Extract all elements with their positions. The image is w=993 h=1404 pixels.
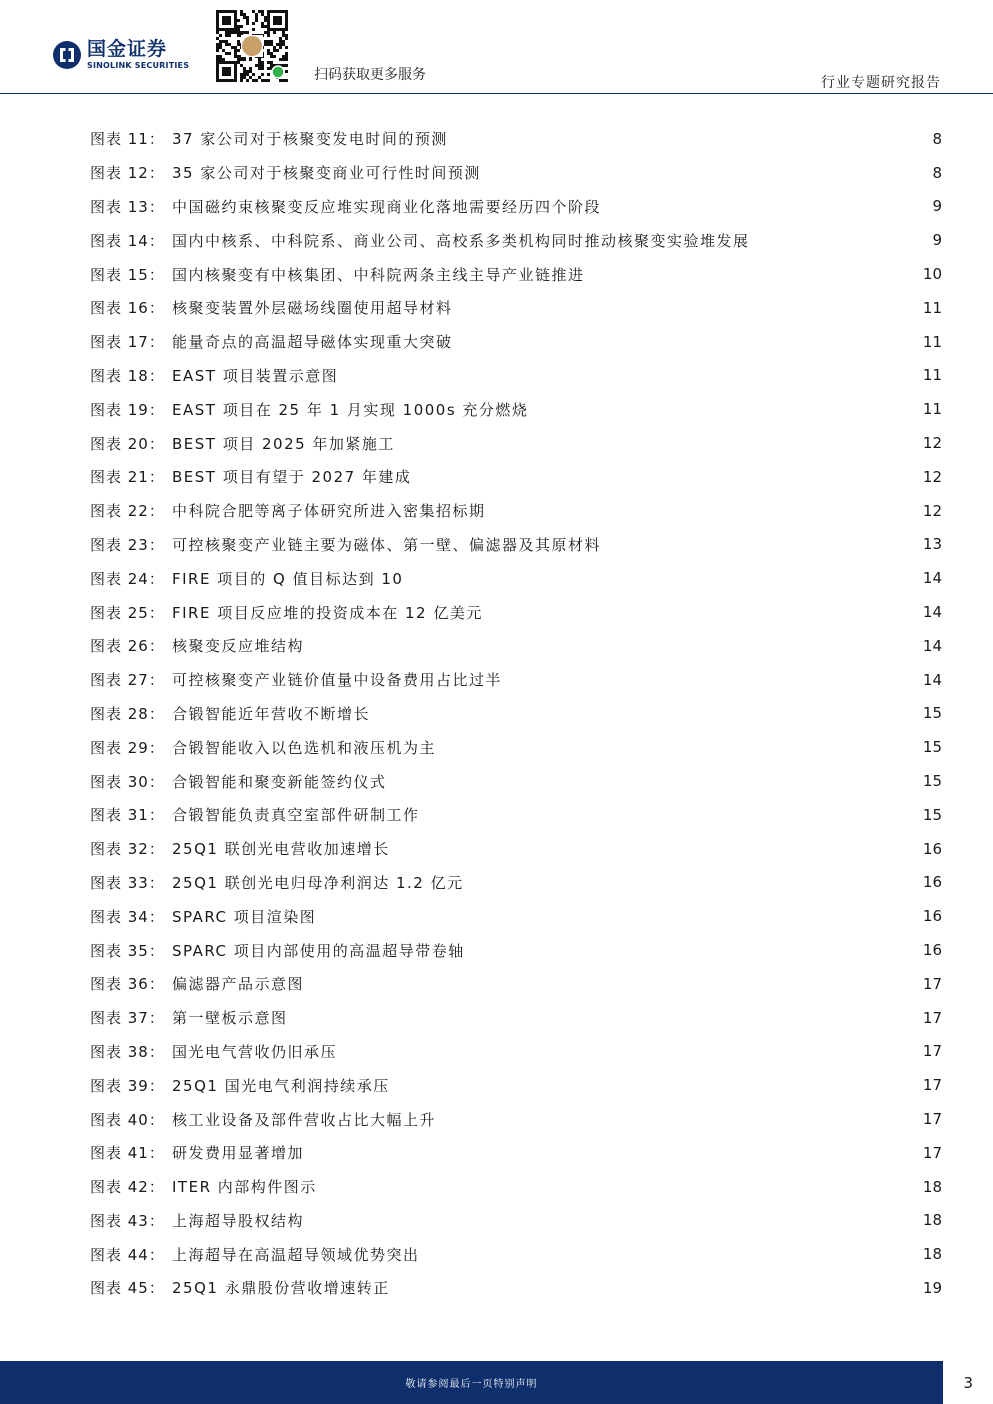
toc-entry[interactable] (90, 899, 942, 933)
toc-entry-page: 18 (922, 1177, 942, 1196)
toc-entry-page: 17 (922, 1143, 942, 1162)
disclaimer-note: 敬请参阅最后一页特别声明 (405, 1379, 538, 1390)
toc-entry-label: 图表 33： (90, 873, 165, 892)
company-logo (52, 40, 189, 70)
toc-entry[interactable] (90, 561, 942, 595)
toc-entry-page: 14 (922, 603, 942, 622)
toc-entry[interactable] (90, 1102, 942, 1136)
toc-dot-leader (457, 333, 918, 351)
toc-entry-title: 25Q1 联创光电归母净利润达 1.2 亿元 (172, 873, 464, 892)
toc-dot-leader (754, 231, 918, 249)
scan-prompt: 扫码获取更多服务 (314, 67, 426, 83)
toc-entry-title: 国内中核系、中科院系、商业公司、高校系多类机构同时推动核聚变实验堆发展 (172, 231, 750, 250)
toc-entry[interactable] (90, 257, 942, 291)
toc-entry[interactable] (90, 392, 942, 426)
toc-entry[interactable] (90, 967, 942, 1001)
toc-dot-leader (506, 671, 918, 689)
toc-entry-title: BEST 项目有望于 2027 年建成 (172, 468, 412, 487)
toc-entry-label: 图表 23： (90, 535, 165, 554)
toc-entry-label: 图表 36： (90, 975, 165, 994)
toc-entry-page: 18 (922, 1245, 942, 1264)
toc-dot-leader (308, 1144, 918, 1162)
toc-entry-page: 17 (922, 1076, 942, 1095)
toc-entry-label: 图表 27： (90, 671, 165, 690)
page-number: 3 (963, 1374, 973, 1392)
toc-entry-page: 13 (922, 535, 942, 554)
toc-entry-label: 图表 39： (90, 1076, 165, 1095)
toc-dot-leader (391, 772, 918, 790)
toc-entry-label: 图表 41： (90, 1144, 165, 1163)
toc-entry[interactable] (90, 798, 942, 832)
toc-entry-page: 17 (922, 1110, 942, 1128)
toc-entry-title: FIRE 项目反应堆的投资成本在 12 亿美元 (172, 603, 483, 622)
toc-entry-label: 图表 30： (90, 772, 165, 791)
toc-dot-leader (532, 400, 918, 418)
toc-entry[interactable] (90, 933, 942, 967)
toc-entry[interactable] (90, 1136, 942, 1170)
toc-entry-page: 19 (922, 1278, 942, 1297)
toc-entry-page: 8 (932, 129, 942, 148)
toc-dot-leader (424, 806, 918, 824)
toc-entry-label: 图表 31： (90, 806, 165, 825)
toc-entry-page: 16 (922, 873, 942, 892)
toc-entry-title: 核聚变装置外层磁场线圈使用超导材料 (172, 299, 453, 318)
toc-entry-title: 核工业设备及部件营收占比大幅上升 (172, 1110, 437, 1129)
toc-entry[interactable] (90, 1204, 942, 1238)
toc-dot-leader (452, 130, 918, 148)
toc-entry-label: 图表 14： (90, 231, 165, 250)
toc-entry-page: 9 (932, 197, 942, 216)
toc-entry-title: 合锻智能负责真空室部件研制工作 (172, 806, 420, 825)
toc-entry[interactable] (90, 426, 942, 460)
toc-entry-title: 25Q1 永鼎股份营收增速转正 (172, 1279, 390, 1298)
toc-entry-label: 图表 24： (90, 569, 165, 588)
toc-entry-page: 10 (922, 265, 942, 284)
toc-entry[interactable] (90, 663, 942, 697)
toc-entry[interactable] (90, 494, 942, 528)
toc-entry[interactable] (90, 325, 942, 359)
qr-code-icon[interactable] (216, 10, 288, 82)
toc-dot-leader (487, 603, 918, 621)
toc-dot-leader (605, 197, 918, 215)
footer-bar (0, 1361, 943, 1404)
toc-entry-page: 15 (922, 772, 942, 791)
toc-dot-leader (440, 1110, 918, 1128)
toc-dot-leader (415, 468, 918, 486)
toc-dot-leader (341, 1042, 918, 1060)
toc-dot-leader (394, 1076, 918, 1094)
toc-entry-page: 16 (922, 839, 942, 858)
toc-dot-leader (399, 434, 918, 452)
toc-entry[interactable] (90, 1035, 942, 1069)
toc-dot-leader (490, 502, 918, 520)
toc-entry-label: 图表 28： (90, 704, 165, 723)
toc-dot-leader (407, 569, 918, 587)
logo-name-cn: 国金证券 (87, 38, 168, 60)
toc-entry-label: 图表 21： (90, 468, 165, 487)
toc-dot-leader (374, 704, 918, 722)
toc-entry-page: 15 (922, 805, 942, 824)
toc-entry-title: 25Q1 联创光电营收加速增长 (172, 840, 390, 859)
toc-entry-label: 图表 45： (90, 1279, 165, 1298)
toc-entry-title: 中国磁约束核聚变反应堆实现商业化落地需要经历四个阶段 (172, 197, 602, 216)
toc-entry-title: FIRE 项目的 Q 值目标达到 10 (172, 569, 404, 588)
toc-dot-leader (605, 535, 918, 553)
toc-entry-page: 15 (922, 738, 942, 757)
toc-entry-page: 12 (922, 501, 942, 520)
toc-entry[interactable] (90, 190, 942, 224)
toc-entry-page: 16 (922, 907, 942, 926)
toc-entry[interactable] (90, 629, 942, 663)
toc-entry-title: 35 家公司对于核聚变商业可行性时间预测 (172, 164, 481, 183)
toc-dot-leader (589, 265, 918, 283)
toc-entry-title: 能量奇点的高温超导磁体实现重大突破 (172, 333, 453, 352)
toc-entry-title: 偏滤器产品示意图 (172, 975, 305, 994)
toc-entry-label: 图表 37： (90, 1009, 165, 1028)
toc-dot-leader (394, 1279, 918, 1297)
toc-entry-title: 第一壁板示意图 (172, 1009, 288, 1028)
toc-dot-leader (394, 840, 918, 858)
toc-entry[interactable] (90, 156, 942, 190)
toc-entry-title: 25Q1 国光电气利润持续承压 (172, 1076, 390, 1095)
toc-entry-label: 图表 19： (90, 400, 165, 419)
sinolink-logo-icon (52, 40, 82, 70)
toc-entry-label: 图表 16： (90, 299, 165, 318)
toc-entry-page: 8 (932, 163, 942, 182)
toc-entry-page: 11 (922, 366, 942, 385)
toc-entry-page: 17 (922, 1042, 942, 1061)
toc-entry-label: 图表 43： (90, 1211, 165, 1230)
toc-entry-label: 图表 13： (90, 197, 165, 216)
toc-entry-page: 16 (922, 941, 942, 960)
toc-entry-label: 图表 11： (90, 130, 165, 149)
header-divider (0, 93, 993, 94)
toc-entry-title: 研发费用显著增加 (172, 1144, 305, 1163)
toc-entry-page: 11 (922, 298, 942, 317)
toc-entry[interactable] (90, 122, 942, 156)
toc-dot-leader (468, 873, 918, 891)
toc-entry-page: 17 (922, 974, 942, 993)
toc-entry-title: 合锻智能近年营收不断增长 (172, 704, 371, 723)
logo-text (87, 40, 189, 70)
toc-entry-title: BEST 项目 2025 年加紧施工 (172, 434, 395, 453)
logo-name-en: SINOLINK SECURITIES (87, 61, 190, 70)
toc-entry-title: 中科院合肥等离子体研究所进入密集招标期 (172, 502, 486, 521)
toc-entry[interactable] (90, 528, 942, 562)
toc-dot-leader (308, 975, 918, 993)
toc-dot-leader (440, 738, 918, 756)
toc-entry-page: 14 (922, 636, 942, 655)
toc-entry[interactable] (90, 223, 942, 257)
toc-entry-label: 图表 26： (90, 637, 165, 656)
report-type: 行业专题研究报告 (821, 75, 941, 91)
toc-dot-leader (321, 1178, 918, 1196)
toc-entry[interactable] (90, 866, 942, 900)
toc-dot-leader (469, 941, 918, 959)
toc-entry[interactable] (90, 832, 942, 866)
toc-dot-leader (320, 907, 918, 925)
toc-entry-title: 合锻智能和聚变新能签约仪式 (172, 772, 387, 791)
toc-dot-leader (342, 366, 918, 384)
toc-entry-label: 图表 29： (90, 738, 165, 757)
figure-index-list (90, 122, 942, 1305)
toc-entry[interactable] (90, 460, 942, 494)
toc-entry-title: 国内核聚变有中核集团、中科院两条主线主导产业链推进 (172, 265, 585, 284)
toc-dot-leader (424, 1245, 918, 1263)
toc-entry-title: EAST 项目在 25 年 1 月实现 1000s 充分燃烧 (172, 400, 529, 419)
toc-entry-label: 图表 34： (90, 907, 165, 926)
toc-entry-title: 可控核聚变产业链主要为磁体、第一壁、偏滤器及其原材料 (172, 535, 602, 554)
toc-entry-title: 上海超导股权结构 (172, 1211, 305, 1230)
toc-entry-title: 37 家公司对于核聚变发电时间的预测 (172, 130, 448, 149)
toc-entry-label: 图表 20： (90, 434, 165, 453)
toc-entry-title: SPARC 项目内部使用的高温超导带卷轴 (172, 941, 465, 960)
toc-entry-label: 图表 40： (90, 1110, 165, 1129)
toc-entry[interactable] (90, 1001, 942, 1035)
toc-entry[interactable] (90, 1271, 942, 1305)
toc-entry-page: 12 (922, 434, 942, 453)
toc-entry-page: 14 (922, 569, 942, 588)
toc-entry[interactable] (90, 697, 942, 731)
toc-entry-title: 可控核聚变产业链价值量中设备费用占比过半 (172, 671, 503, 690)
toc-entry-page: 14 (922, 670, 942, 689)
toc-entry-page: 11 (922, 332, 942, 351)
toc-entry[interactable] (90, 764, 942, 798)
toc-entry[interactable] (90, 1068, 942, 1102)
toc-dot-leader (308, 1211, 918, 1229)
toc-entry-page: 12 (922, 467, 942, 486)
toc-entry-label: 图表 15： (90, 265, 165, 284)
toc-dot-leader (292, 1009, 918, 1027)
toc-entry-title: ITER 内部构件图示 (172, 1178, 317, 1197)
toc-entry-page: 18 (922, 1211, 942, 1230)
toc-entry[interactable] (90, 359, 942, 393)
toc-entry[interactable] (90, 730, 942, 764)
toc-dot-leader (308, 637, 918, 655)
toc-entry-title: SPARC 项目渲染图 (172, 907, 317, 926)
toc-entry-title: EAST 项目装置示意图 (172, 366, 339, 385)
toc-entry-label: 图表 22： (90, 502, 165, 521)
toc-entry-title: 核聚变反应堆结构 (172, 637, 305, 656)
toc-entry-label: 图表 25： (90, 603, 165, 622)
toc-entry-label: 图表 38： (90, 1042, 165, 1061)
toc-entry-label: 图表 35： (90, 941, 165, 960)
toc-entry-page: 11 (922, 400, 942, 419)
toc-entry-label: 图表 18： (90, 366, 165, 385)
toc-entry-label: 图表 42： (90, 1178, 165, 1197)
toc-entry-title: 国光电气营收仍旧承压 (172, 1042, 338, 1061)
toc-entry-label: 图表 44： (90, 1245, 165, 1264)
toc-entry[interactable] (90, 1237, 942, 1271)
toc-entry-label: 图表 32： (90, 840, 165, 859)
toc-entry-title: 上海超导在高温超导领域优势突出 (172, 1245, 420, 1264)
toc-entry-page: 15 (922, 704, 942, 723)
toc-dot-leader (485, 164, 918, 182)
toc-dot-leader (457, 299, 918, 317)
toc-entry[interactable] (90, 595, 942, 629)
toc-entry[interactable] (90, 291, 942, 325)
page-header (0, 0, 993, 95)
toc-entry-title: 合锻智能收入以色选机和液压机为主 (172, 738, 437, 757)
toc-entry[interactable] (90, 1170, 942, 1204)
toc-entry-page: 17 (922, 1008, 942, 1027)
toc-entry-label: 图表 17： (90, 333, 165, 352)
toc-entry-page: 9 (932, 231, 942, 250)
toc-entry-label: 图表 12： (90, 164, 165, 183)
